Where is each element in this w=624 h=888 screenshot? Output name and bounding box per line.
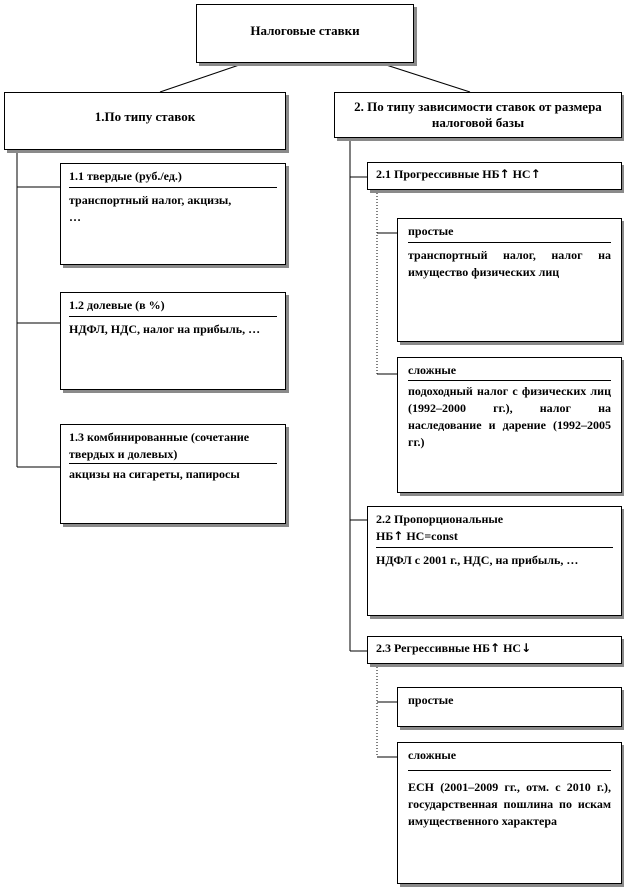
divider [69,463,277,464]
fixed-rates-body-ellipsis: … [69,210,81,224]
progressive-complex-box [397,357,622,493]
proportional-rates-box [367,506,622,616]
progressive-complex-title: сложные [408,363,457,377]
arrow-up-icon: ↑ [530,167,541,181]
combined-rates-box [60,424,286,524]
divider [69,316,277,317]
proportional-body: НДФЛ с 2001 г., НДС, на прибыль, … [376,553,579,567]
progressive-complex-body: подоходный налог с физических лиц (1992–2000 гг.), налог на наследование и дарение (1992–2005 гг.) [408,384,611,449]
regressive-simple-box [397,687,622,727]
arrow-down-icon: ↓ [521,641,532,655]
regressive-complex-box [397,742,622,884]
fixed-rates-box [60,163,286,265]
divider [408,380,611,381]
progressive-title: 2.1 Прогрессивные НБ [376,167,500,181]
regressive-title: 2.3 Регрессивные НБ [376,641,491,655]
arrow-up-icon: ↑ [499,167,510,181]
regressive-simple-title: простые [408,693,454,707]
progressive-simple-title: простые [408,224,454,238]
combined-rates-title: 1.3 комбинированные (сочетание твердых и долевых) [69,430,250,461]
combined-rates-body: акцизы на сигареты, папиросы [69,467,240,481]
regressive-title-mid: НС [503,641,522,655]
share-rates-title: 1.2 долевые (в %) [69,298,165,312]
proportional-title: 2.2 Пропорциональные [376,512,504,526]
arrow-up-icon: ↑ [490,641,501,655]
progressive-rates-box [367,162,622,190]
right-category-box [334,92,622,138]
share-rates-box [60,292,286,390]
progressive-simple-body: транспортный налог, налог на имущество физических лиц [408,248,611,279]
divider [376,547,613,548]
divider [408,770,611,771]
root-box [196,4,414,63]
fixed-rates-body: транспортный налог, акцизы, [69,193,232,207]
regressive-rates-box [367,636,622,664]
proportional-title-suffix: НС=const [406,529,458,543]
share-rates-body: НДФЛ, НДС, налог на прибыль, … [69,322,261,336]
proportional-title-line2: НБ [376,529,394,543]
left-category-box [4,92,286,150]
arrow-up-icon: ↑ [393,529,404,543]
progressive-title-mid: НС [512,167,531,181]
right-category-title: 2. По типу зависимости ставок от размера налоговой базы [354,99,602,130]
root-title: Налоговые ставки [250,23,360,38]
fixed-rates-title: 1.1 твердые (руб./ед.) [69,169,182,183]
progressive-simple-box [397,218,622,342]
divider [69,187,277,188]
regressive-complex-body: ЕСН (2001–2009 гг., отм. с 2010 г.), государственная пошлина по искам имущественного характера [408,780,611,828]
divider [408,242,611,243]
left-category-title: 1.По типу ставок [94,109,196,124]
regressive-complex-title: сложные [408,748,457,762]
